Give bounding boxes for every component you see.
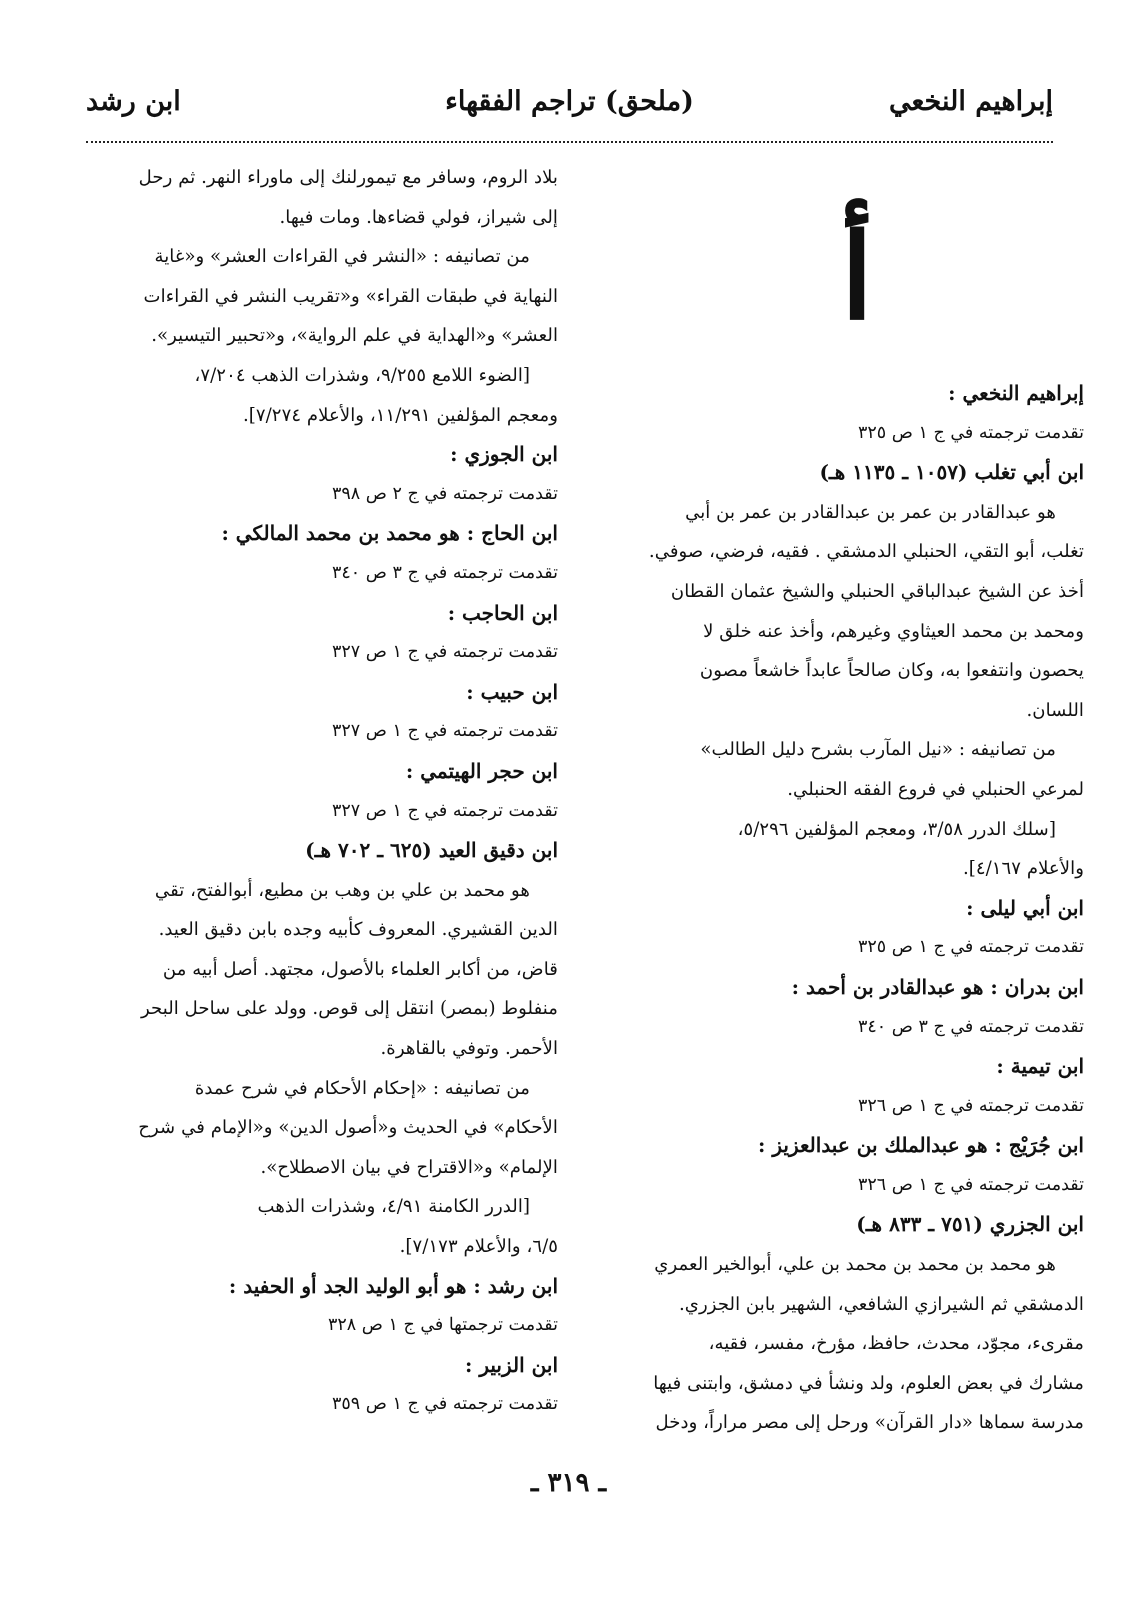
- body-line: هو عبدالقادر بن عمر بن عبدالقادر بن عمر بن أبي: [685, 501, 1056, 523]
- cross-reference: تقدمت ترجمته في ج ١ ص ٣٥٩: [332, 1394, 558, 1415]
- body-line: أخذ عن الشيخ عبدالباقي الحنبلي والشيخ عثمان القطان: [670, 580, 1084, 602]
- cross-reference: تقدمت ترجمته في ج ١ ص ٣٢٥: [858, 422, 1084, 443]
- entry-heading: ابن جُرَيْج : هو عبدالملك بن عبدالعزيز :: [758, 1133, 1084, 1158]
- body-line: إلى شيراز، فولي قضاءها. ومات فيها.: [279, 206, 558, 228]
- body-line: الأحكام» في الحديث و«أصول الدين» و«الإمام في شرح: [138, 1117, 558, 1139]
- body-line: هو محمد بن علي بن وهب بن مطيع، أبوالفتح، تقي: [154, 879, 530, 901]
- body-line: يحصون وانتفعوا به، وكان صالحاً عابداً خاشعاً مصون: [699, 660, 1084, 682]
- cross-reference: تقدمت ترجمته في ج ١ ص ٣٢٦: [858, 1174, 1084, 1195]
- entry-heading: ابن تيمية :: [996, 1054, 1084, 1079]
- entry-heading: ابن الجوزي :: [450, 442, 558, 467]
- body-line: من تصانيفه : «نيل المآرب بشرح دليل الطالب»: [700, 739, 1056, 761]
- body-line: اللسان.: [1026, 699, 1084, 721]
- cross-reference: تقدمت ترجمته في ج ١ ص ٣٢٦: [858, 1095, 1084, 1116]
- entry-heading: ابن حبيب :: [466, 679, 558, 704]
- body-line: مقرىء، مجوّد، محدث، حافظ، مؤرخ، مفسر، فقيه،: [708, 1333, 1084, 1355]
- body-line: من تصانيفه : «إحكام الأحكام في شرح عمدة: [194, 1077, 530, 1099]
- body-line: هو محمد بن محمد بن محمد بن علي، أبوالخير العمري: [654, 1254, 1056, 1276]
- cross-reference: تقدمت ترجمته في ج ١ ص ٣٢٧: [332, 642, 558, 663]
- body-line: والأعلام ٤/١٦٧].: [962, 858, 1084, 880]
- entry-heading: ابن الحاج : هو محمد بن محمد المالكي :: [221, 521, 558, 546]
- right-column: [622, 374, 1084, 1443]
- header-dotted-rule: [86, 141, 1053, 143]
- cross-reference: تقدمت ترجمته في ج ٢ ص ٣٩٨: [332, 483, 558, 504]
- entry-heading: ابن بدران : هو عبدالقادر بن أحمد :: [791, 974, 1084, 999]
- body-line: من تصانيفه : «النشر في القراءات العشر» و«غاية: [154, 246, 530, 268]
- body-line: بلاد الروم، وسافر مع تيمورلنك إلى ماوراء النهر. ثم رحل: [138, 167, 558, 188]
- body-line: [الدرر الكامنة ٤/٩١، وشذرات الذهب: [257, 1196, 530, 1218]
- body-line: مشارك في بعض العلوم، ولد ونشأ في دمشق، وابتنى فيها: [653, 1372, 1084, 1394]
- left-column: [88, 158, 558, 1425]
- header-last-entry: ابن رشد: [86, 86, 181, 117]
- body-line: منفلوط (بمصر) انتقل إلى قوص. وولد على ساحل البحر: [140, 998, 558, 1020]
- cross-reference: تقدمت ترجمته في ج ٣ ص ٣٤٠: [332, 562, 558, 583]
- header-title: (ملحق) تراجم الفقهاء: [445, 86, 694, 117]
- cross-reference: تقدمت ترجمته في ج ١ ص ٣٢٧: [332, 800, 558, 821]
- body-line: [الضوء اللامع ٩/٢٥٥، وشذرات الذهب ٧/٢٠٤،: [194, 364, 530, 386]
- body-line: [سلك الدرر ٣/٥٨، ومعجم المؤلفين ٥/٢٩٦،: [737, 818, 1056, 840]
- cross-reference: تقدمت ترجمته في ج ٣ ص ٣٤٠: [858, 1016, 1084, 1037]
- body-line: العشر» و«الهداية في علم الرواية»، و«تحبير التيسير».: [151, 325, 558, 347]
- header-first-entry: إبراهيم النخعي: [888, 86, 1053, 117]
- entry-heading: ابن حجر الهيتمي :: [405, 758, 558, 783]
- entry-heading: ابن الجزري (٧٥١ ـ ٨٣٣ هـ): [856, 1212, 1084, 1237]
- entry-heading: ابن أبي ليلى :: [966, 895, 1084, 920]
- body-line: الدين القشيري. المعروف كأبيه وجده بابن دقيق العيد.: [158, 919, 558, 941]
- body-line: الأحمر. وتوفي بالقاهرة.: [380, 1038, 558, 1060]
- entry-heading: ابن أبي تغلب (١٠٥٧ ـ ١١٣٥ هـ): [819, 460, 1084, 485]
- section-letter: أ: [840, 207, 874, 346]
- body-line: تغلب، أبو التقي، الحنبلي الدمشقي . فقيه، فرضي، صوفي.: [648, 541, 1084, 563]
- entry-heading: ابن الزبير :: [465, 1352, 558, 1377]
- body-line: قاض، من أكابر العلماء بالأصول، مجتهد. أصل أبيه من: [162, 958, 558, 980]
- entry-heading: ابن الحاجب :: [447, 600, 558, 625]
- cross-reference: تقدمت ترجمتها في ج ١ ص ٣٢٨: [327, 1315, 558, 1336]
- cross-reference: تقدمت ترجمته في ج ١ ص ٣٢٥: [858, 937, 1084, 958]
- body-line: الإلمام» و«الاقتراح في بيان الاصطلاح».: [260, 1156, 558, 1178]
- body-line: ومحمد بن محمد العيثاوي وغيرهم، وأخذ عنه خلق لا: [703, 620, 1084, 642]
- body-line: الدمشقي ثم الشيرازي الشافعي، الشهير بابن الجزري.: [678, 1293, 1084, 1315]
- entry-heading: ابن رشد : هو أبو الوليد الجد أو الحفيد :: [228, 1273, 558, 1298]
- body-line: ٦/٥، والأعلام ٧/١٧٣].: [399, 1236, 558, 1258]
- cross-reference: تقدمت ترجمته في ج ١ ص ٣٢٧: [332, 721, 558, 742]
- body-line: ومعجم المؤلفين ١١/٢٩١، والأعلام ٧/٢٧٤].: [243, 404, 558, 426]
- entry-heading: إبراهيم النخعي :: [948, 381, 1084, 405]
- body-line: مدرسة سماها «دار القرآن» ورحل إلى مصر مراراً، ودخل: [655, 1412, 1084, 1434]
- running-header: [86, 82, 1053, 136]
- entry-heading: ابن دقيق العيد (٦٢٥ ـ ٧٠٢ هـ): [305, 838, 558, 863]
- body-line: لمرعي الحنبلي في فروع الفقه الحنبلي.: [787, 778, 1084, 800]
- body-line: النهاية في طبقات القراء» و«تقريب النشر في القراءات: [143, 285, 558, 307]
- page-number: ـ ٣١٩ ـ: [530, 1468, 607, 1498]
